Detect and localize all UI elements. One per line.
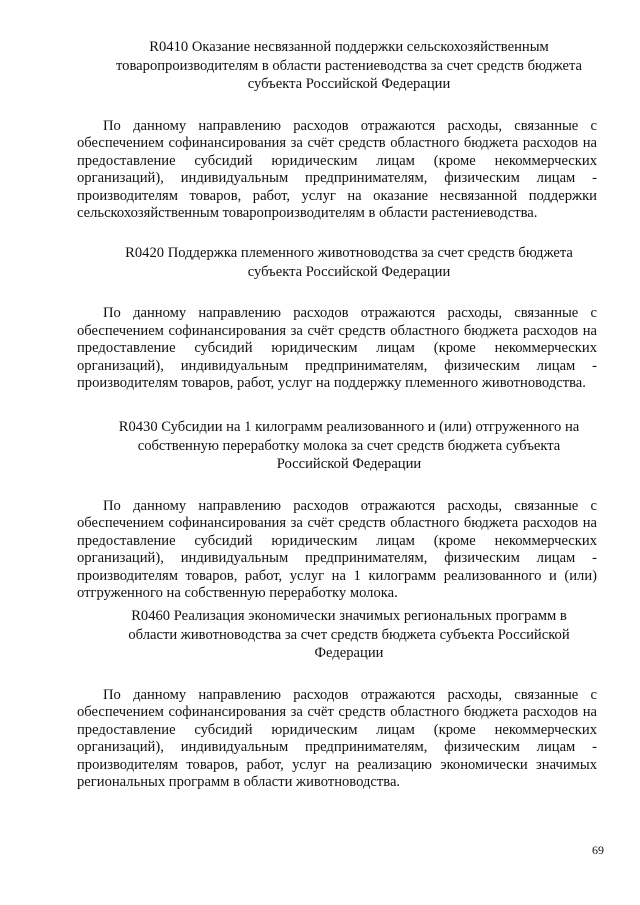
section-heading: R0430 Субсидии на 1 килограмм реализованного и (или) отгруженного на собственную переработку молока за счет средств бюджета субъекта Российской Федерации xyxy=(118,419,580,472)
section-r0410 xyxy=(77,38,597,223)
section-r0430 xyxy=(77,418,597,603)
section-heading: R0420 Поддержка племенного животноводства за счет средств бюджета субъекта Российской Федерации xyxy=(125,245,573,280)
section-r0420 xyxy=(77,244,597,393)
section-body: По данному направлению расходов отражаются расходы, связанные с обеспечением софинансирования за счёт средств областного бюджета расходов на предоставление субсидий юридическим лицам (кроме некоммерческих организаций), индивидуальным предпринимателям, физическим лицам - производителям товаров, работ, услуг на оказание несвязанной поддержки сельскохозяйственным товаропроизводителям в области растениеводства. xyxy=(77,117,597,222)
section-body: По данному направлению расходов отражаются расходы, связанные с обеспечением софинансирования за счёт средств областного бюджета расходов на предоставление субсидий юридическим лицам (кроме некоммерческих организаций), индивидуальным предпринимателям, физическим лицам - производителям товаров, работ, услуг на поддержку племенного животноводства. xyxy=(77,305,597,392)
section-heading: R0460 Реализация экономически значимых региональных программ в области животноводства за счет средств бюджета субъекта Российской Федерации xyxy=(128,608,570,661)
page-number: 69 xyxy=(592,843,604,857)
section-body: По данному направлению расходов отражаются расходы, связанные с обеспечением софинансирования за счёт средств областного бюджета расходов на предоставление субсидий юридическим лицам (кроме некоммерческих организаций), индивидуальным предпринимателям, физическим лицам - производителям товаров, работ, услуг на реализацию экономически значимых региональных программ в области животноводства. xyxy=(77,686,597,791)
section-heading: R0410 Оказание несвязанной поддержки сельскохозяйственным товаропроизводителям в области растениеводства за счет средств бюджета субъекта Российской Федерации xyxy=(115,39,583,92)
section-r0460 xyxy=(77,607,597,792)
section-body: По данному направлению расходов отражаются расходы, связанные с обеспечением софинансирования за счёт средств областного бюджета расходов на предоставление субсидий юридическим лицам (кроме некоммерческих организаций), индивидуальным предпринимателям, физическим лицам - производителям товаров, работ, услуг на 1 килограмм реализованного и (или) отгруженного на собственную переработку молока. xyxy=(77,497,597,602)
